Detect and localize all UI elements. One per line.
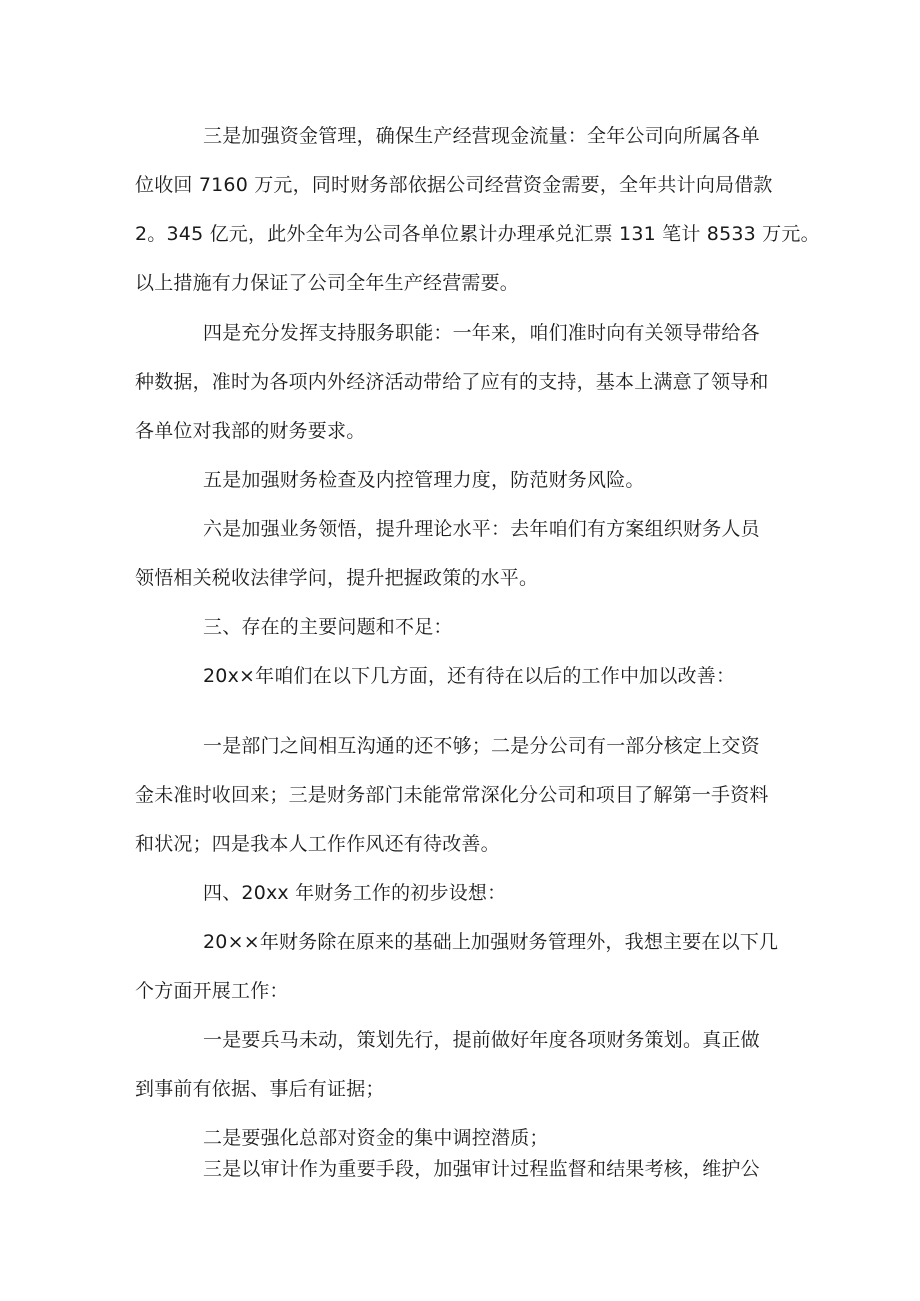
text-line-17: 20××年财务除在原来的基础上加强财务管理外，我想主要在以下几 — [203, 931, 779, 953]
text-line-2: 位收回 7160 万元，同时财务部依据公司经营资金需要，全年共计向局借款 — [135, 174, 773, 196]
text-line-7: 各单位对我部的财务要求。 — [135, 420, 366, 442]
text-line-3: 2。345 亿元，此外全年为公司各单位累计办理承兑汇票 131 笔计 8533 万元。 — [135, 223, 820, 245]
text-line-19: 一是要兵马未动，策划先行，提前做好年度各项财务策划。真正做 — [203, 1029, 760, 1051]
text-line-10: 领悟相关税收法律学问，提升把握政策的水平。 — [135, 567, 539, 589]
text-line-12: 20x×年咱们在以下几方面，还有待在以后的工作中加以改善： — [203, 665, 736, 687]
text-line-14: 金未准时收回来；三是财务部门未能常常深化分公司和项目了解第一手资料 — [135, 784, 769, 806]
text-line-9: 六是加强业务领悟，提升理论水平：去年咱们有方案组织财务人员 — [203, 518, 760, 540]
text-line-21: 二是要强化总部对资金的集中调控潜质； — [203, 1127, 549, 1149]
text-line-8: 五是加强财务检查及内控管理力度，防范财务风险。 — [203, 469, 645, 491]
text-line-5: 四是充分发挥支持服务职能：一年来，咱们准时向有关领导带给各 — [203, 322, 760, 344]
text-line-1: 三是加强资金管理，确保生产经营现金流量：全年公司向所属各单 — [203, 125, 760, 147]
text-line-18: 个方面开展工作： — [135, 980, 289, 1002]
text-line-20: 到事前有依据、事后有证据； — [135, 1078, 385, 1100]
text-line-6: 种数据，准时为各项内外经济活动带给了应有的支持，基本上满意了领导和 — [135, 371, 769, 393]
text-line-15: 和状况；四是我本人工作作风还有待改善。 — [135, 833, 500, 855]
text-line-13: 一是部门之间相互沟通的还不够；二是分公司有一部分核定上交资 — [203, 735, 760, 757]
text-line-4: 以上措施有力保证了公司全年生产经营需要。 — [135, 272, 520, 294]
heading-problems: 三、存在的主要问题和不足： — [203, 616, 453, 638]
text-line-22: 三是以审计作为重要手段，加强审计过程监督和结果考核，维护公 — [203, 1158, 760, 1180]
heading-plan: 四、20xx 年财务工作的初步设想： — [203, 882, 507, 904]
